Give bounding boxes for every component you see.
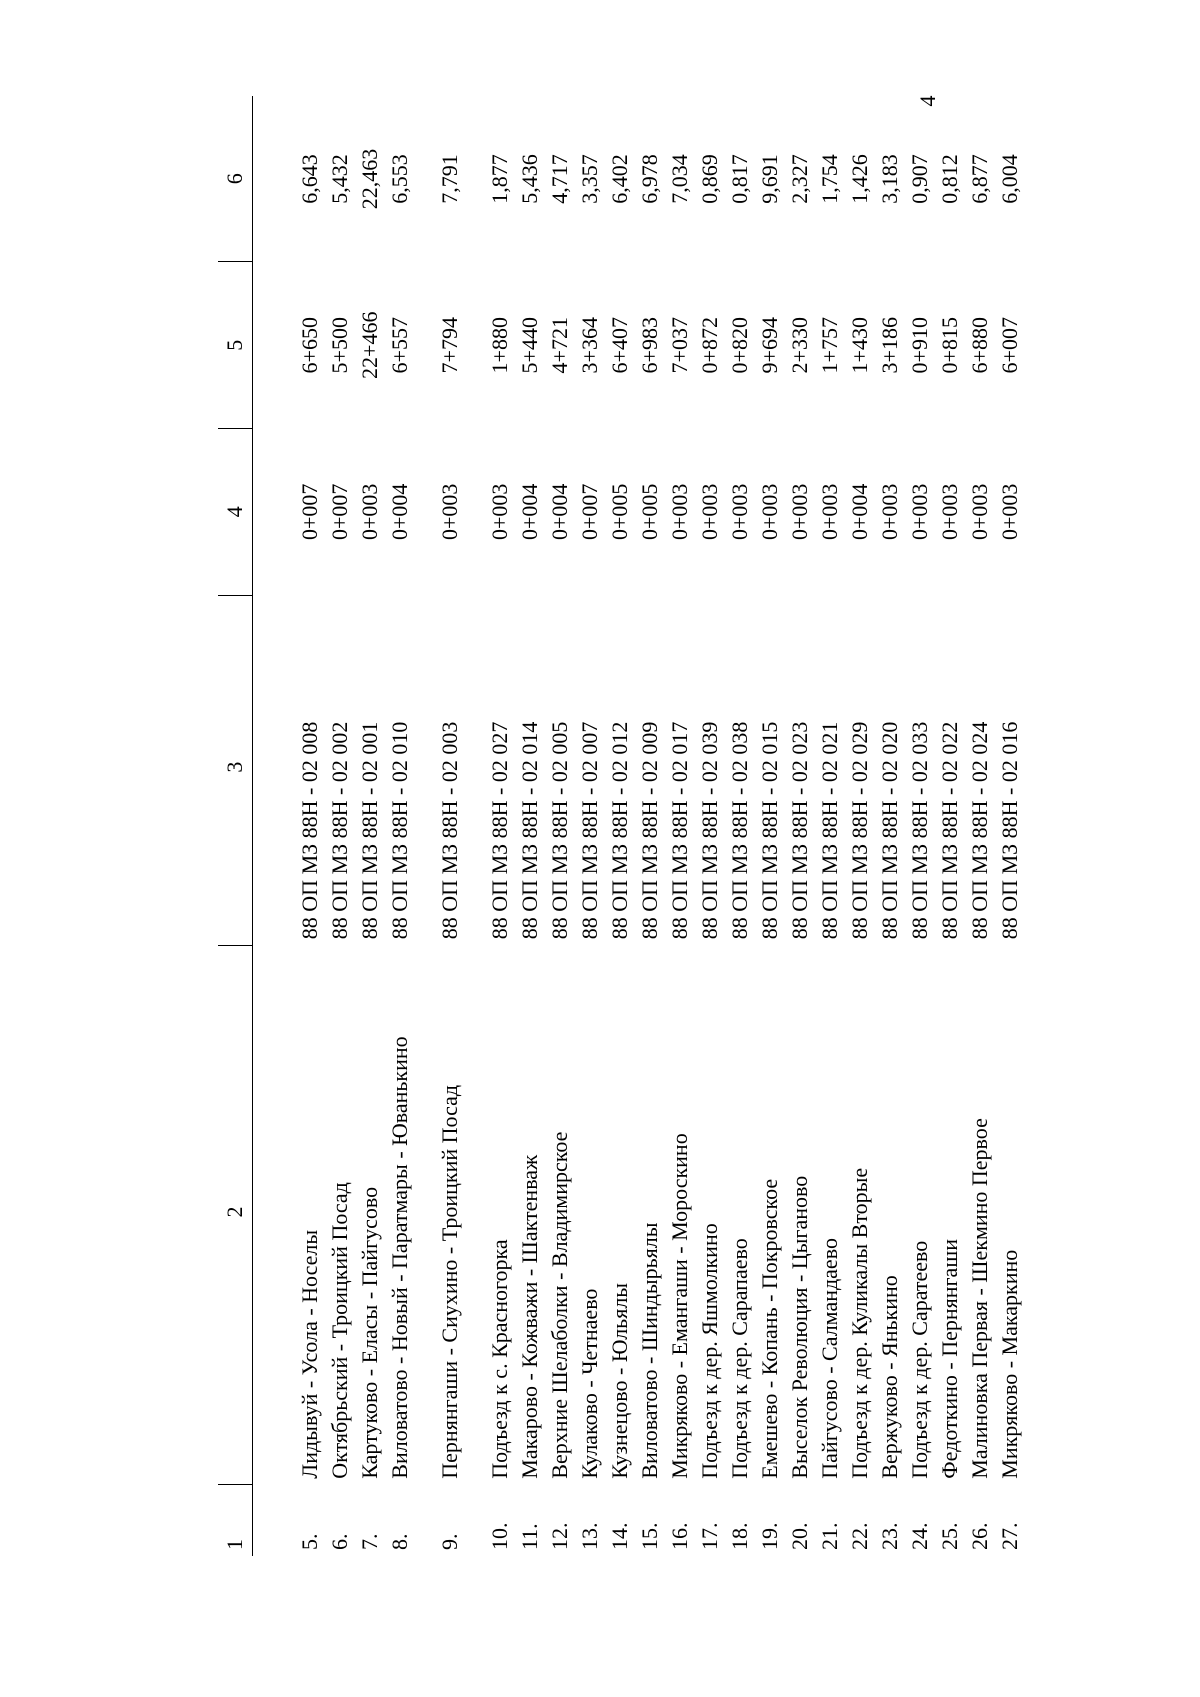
end-km: 9+694	[757, 317, 782, 374]
start-km: 0+004	[847, 483, 872, 540]
length-km: 1,877	[487, 154, 512, 204]
row-number: 5.	[297, 1533, 322, 1550]
end-km: 6+557	[387, 317, 412, 374]
row-number: 15.	[637, 1522, 662, 1550]
table-row	[815, 96, 845, 1556]
road-code: 88 ОП МЗ 88Н - 02 023	[787, 721, 812, 940]
road-name: Микряково - Макаркино	[997, 1249, 1022, 1479]
table-row	[355, 96, 385, 1556]
column-header-5: 5	[218, 262, 253, 429]
row-number: 24.	[907, 1522, 932, 1550]
road-name: Выселок Революция - Цыганово	[787, 1175, 812, 1479]
row-number: 22.	[847, 1522, 872, 1550]
length-km: 7,034	[667, 154, 692, 204]
end-km: 3+186	[877, 317, 902, 374]
rotated-table-wrapper	[218, 96, 1022, 1556]
table-row	[435, 96, 465, 1556]
start-km: 0+003	[357, 483, 382, 540]
length-km: 5,432	[327, 154, 352, 204]
end-km: 6+407	[607, 317, 632, 374]
road-code: 88 ОП МЗ 88Н - 02 002	[327, 721, 352, 940]
length-km: 6,004	[997, 154, 1022, 204]
length-km: 6,978	[637, 154, 662, 204]
table-row	[545, 96, 575, 1556]
start-km: 0+005	[637, 483, 662, 540]
row-number: 13.	[577, 1522, 602, 1550]
road-name: Микряково - Емангаши - Мороскино	[667, 1133, 692, 1479]
row-number: 12.	[547, 1522, 572, 1550]
road-code: 88 ОП МЗ 88Н - 02 007	[577, 721, 602, 940]
length-km: 3,183	[877, 154, 902, 204]
table-header	[218, 96, 253, 1556]
road-code: 88 ОП МЗ 88Н - 02 005	[547, 721, 572, 940]
end-km: 1+430	[847, 317, 872, 374]
table-row	[295, 96, 325, 1556]
start-km: 0+003	[487, 483, 512, 540]
column-header-3: 3	[218, 595, 253, 945]
table-row	[325, 96, 355, 1556]
road-name: Пернянгаши - Сиухино - Троицкий Посад	[437, 1084, 462, 1479]
length-km: 7,791	[437, 154, 462, 204]
length-km: 6,877	[967, 154, 992, 204]
table-row	[485, 96, 515, 1556]
table-row	[755, 96, 785, 1556]
start-km: 0+005	[607, 483, 632, 540]
end-km: 3+364	[577, 317, 602, 374]
table-row	[635, 96, 665, 1556]
start-km: 0+003	[667, 483, 692, 540]
length-km: 6,643	[297, 154, 322, 204]
end-km: 0+910	[907, 317, 932, 374]
start-km: 0+003	[817, 483, 842, 540]
start-km: 0+003	[697, 483, 722, 540]
row-number: 6.	[327, 1533, 352, 1550]
table-row	[905, 96, 935, 1556]
column-header-2: 2	[218, 945, 253, 1485]
road-name: Виловатово - Новый - Паратмары - Юванькино	[387, 1036, 412, 1479]
length-km: 6,553	[387, 154, 412, 204]
start-km: 0+004	[547, 483, 572, 540]
end-km: 2+330	[787, 317, 812, 374]
length-km: 0,907	[907, 154, 932, 204]
end-km: 6+007	[997, 317, 1022, 374]
length-km: 22,463	[357, 148, 382, 210]
road-name: Верхние Шелаболки - Владимирское	[547, 1131, 572, 1479]
row-number: 25.	[937, 1522, 962, 1550]
road-code: 88 ОП МЗ 88Н - 02 010	[387, 721, 412, 940]
end-km: 22+466	[357, 311, 382, 379]
table-row	[965, 96, 995, 1556]
road-code: 88 ОП МЗ 88Н - 02 016	[997, 721, 1022, 940]
table-row	[995, 96, 1025, 1556]
row-number: 10.	[487, 1522, 512, 1550]
road-name: Лидывуй - Усола - Носелы	[297, 1229, 322, 1479]
road-code: 88 ОП МЗ 88Н - 02 038	[727, 721, 752, 940]
road-name: Федоткино - Пернянгаши	[937, 1238, 962, 1479]
road-name: Подъезд к дер. Яшмолкино	[697, 1223, 722, 1479]
road-code: 88 ОП МЗ 88Н - 02 008	[297, 721, 322, 940]
length-km: 6,402	[607, 154, 632, 204]
table-row	[665, 96, 695, 1556]
start-km: 0+003	[787, 483, 812, 540]
table-row	[385, 96, 415, 1556]
road-name: Вержуково - Янькино	[877, 1275, 902, 1479]
table-row	[605, 96, 635, 1556]
table-row	[725, 96, 755, 1556]
road-name: Кузнецово - Юльялы	[607, 1282, 632, 1479]
start-km: 0+003	[997, 483, 1022, 540]
row-number: 26.	[967, 1522, 992, 1550]
length-km: 9,691	[757, 154, 782, 204]
road-name: Пайгусово - Салмандаево	[817, 1238, 842, 1479]
end-km: 7+037	[667, 317, 692, 374]
start-km: 0+003	[727, 483, 752, 540]
road-code: 88 ОП МЗ 88Н - 02 027	[487, 721, 512, 940]
road-name: Подъезд к дер. Саратеево	[907, 1240, 932, 1479]
road-code: 88 ОП МЗ 88Н - 02 029	[847, 721, 872, 940]
end-km: 7+794	[437, 317, 462, 374]
road-code: 88 ОП МЗ 88Н - 02 020	[877, 721, 902, 940]
row-number: 17.	[697, 1522, 722, 1550]
row-number: 8.	[387, 1533, 412, 1550]
start-km: 0+007	[577, 483, 602, 540]
table-body	[253, 96, 1026, 1556]
road-name: Подъезд к с. Красногорка	[487, 1239, 512, 1479]
length-km: 0,869	[697, 154, 722, 204]
start-km: 0+003	[937, 483, 962, 540]
column-header-1: 1	[218, 1485, 253, 1556]
column-header-4: 4	[218, 429, 253, 596]
road-name: Макарово - Кожважи - Шактенваж	[517, 1154, 542, 1479]
start-km: 0+003	[877, 483, 902, 540]
road-name: Подъезд к дер. Куликалы Вторые	[847, 1167, 872, 1479]
road-name: Октябрьский - Троицкий Посад	[327, 1182, 352, 1479]
road-code: 88 ОП МЗ 88Н - 02 033	[907, 721, 932, 940]
row-number: 21.	[817, 1522, 842, 1550]
row-number: 19.	[757, 1522, 782, 1550]
row-number: 27.	[997, 1522, 1022, 1550]
road-code: 88 ОП МЗ 88Н - 02 039	[697, 721, 722, 940]
row-number: 23.	[877, 1522, 902, 1550]
road-name: Виловатово - Шиндырьялы	[637, 1222, 662, 1479]
road-code: 88 ОП МЗ 88Н - 02 022	[937, 721, 962, 940]
table-row	[575, 96, 605, 1556]
row-number: 20.	[787, 1522, 812, 1550]
road-name: Кулаково - Четнаево	[577, 1288, 602, 1479]
start-km: 0+003	[757, 483, 782, 540]
end-km: 0+815	[937, 317, 962, 374]
start-km: 0+004	[517, 483, 542, 540]
end-km: 0+872	[697, 317, 722, 374]
row-number: 7.	[357, 1533, 382, 1550]
road-code: 88 ОП МЗ 88Н - 02 014	[517, 721, 542, 940]
roads-table	[218, 96, 1025, 1556]
start-km: 0+003	[907, 483, 932, 540]
end-km: 6+650	[297, 317, 322, 374]
road-code: 88 ОП МЗ 88Н - 02 021	[817, 721, 842, 940]
end-km: 0+820	[727, 317, 752, 374]
road-code: 88 ОП МЗ 88Н - 02 003	[437, 721, 462, 940]
length-km: 4,717	[547, 154, 572, 204]
end-km: 6+983	[637, 317, 662, 374]
road-code: 88 ОП МЗ 88Н - 02 001	[357, 721, 382, 940]
road-code: 88 ОП МЗ 88Н - 02 024	[967, 721, 992, 940]
row-number: 16.	[667, 1522, 692, 1550]
table-row	[875, 96, 905, 1556]
end-km: 1+880	[487, 317, 512, 374]
end-km: 5+440	[517, 317, 542, 374]
road-code: 88 ОП МЗ 88Н - 02 012	[607, 721, 632, 940]
table-row	[935, 96, 965, 1556]
start-km: 0+007	[297, 483, 322, 540]
start-km: 0+007	[327, 483, 352, 540]
row-number: 18.	[727, 1522, 752, 1550]
length-km: 0,812	[937, 154, 962, 204]
table-row	[845, 96, 875, 1556]
end-km: 6+880	[967, 317, 992, 374]
start-km: 0+003	[967, 483, 992, 540]
road-code: 88 ОП МЗ 88Н - 02 017	[667, 721, 692, 940]
length-km: 1,754	[817, 154, 842, 204]
row-number: 9.	[437, 1533, 462, 1550]
length-km: 5,436	[517, 154, 542, 204]
end-km: 1+757	[817, 317, 842, 374]
start-km: 0+004	[387, 483, 412, 540]
column-header-6: 6	[218, 96, 253, 262]
table-row	[515, 96, 545, 1556]
end-km: 4+721	[547, 317, 572, 374]
end-km: 5+500	[327, 317, 352, 374]
road-code: 88 ОП МЗ 88Н - 02 009	[637, 721, 662, 940]
row-number: 11.	[517, 1523, 542, 1550]
length-km: 2,327	[787, 154, 812, 204]
road-name: Картуково - Еласы - Пайгусово	[357, 1186, 382, 1479]
table-row	[785, 96, 815, 1556]
road-name: Малиновка Первая - Шекмино Первое	[967, 1118, 992, 1479]
table-row	[695, 96, 725, 1556]
start-km: 0+003	[437, 483, 462, 540]
length-km: 1,426	[847, 154, 872, 204]
length-km: 0,817	[727, 154, 752, 204]
road-code: 88 ОП МЗ 88Н - 02 015	[757, 721, 782, 940]
page-number: 4	[915, 95, 940, 107]
road-name: Подъезд к дер. Сарапаево	[727, 1238, 752, 1479]
length-km: 3,357	[577, 154, 602, 204]
road-name: Емешево - Копань - Покровское	[757, 1178, 782, 1479]
row-number: 14.	[607, 1522, 632, 1550]
